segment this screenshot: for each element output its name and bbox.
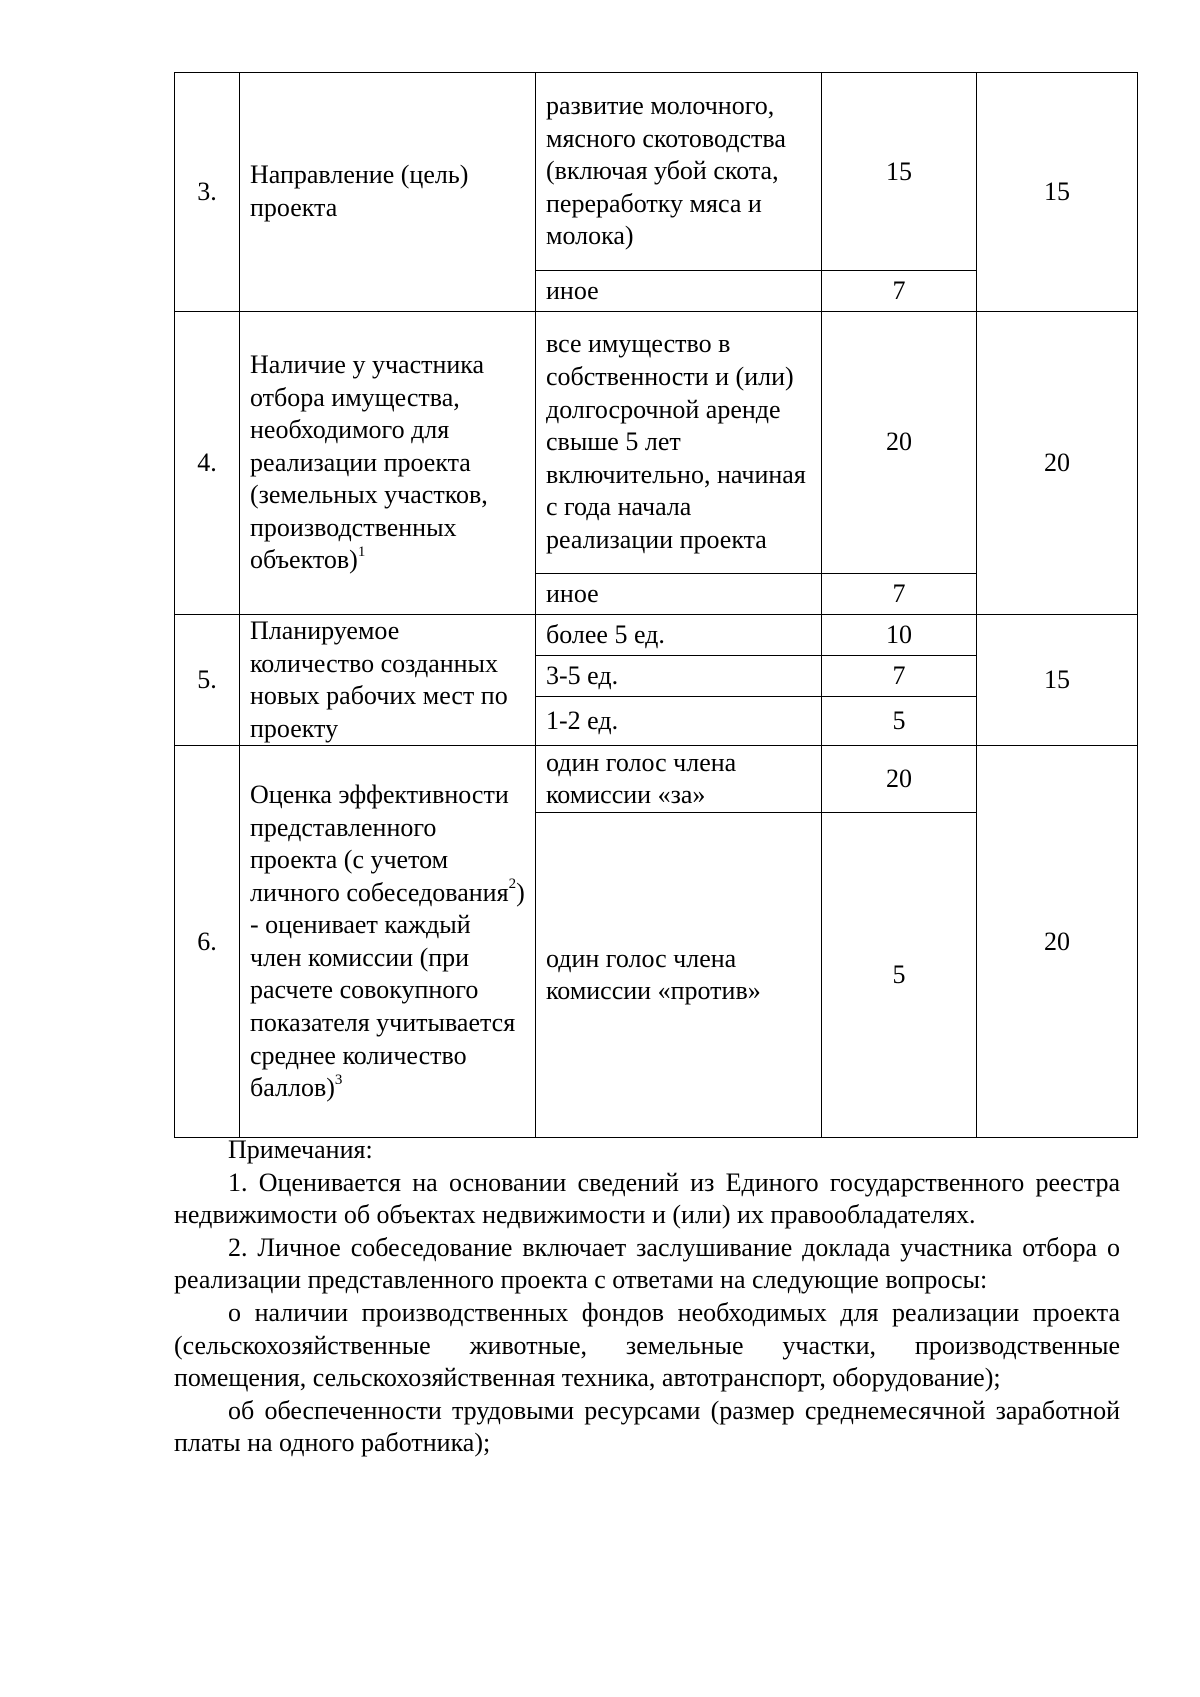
criterion-option: один голос члена комиссии «против» (536, 813, 822, 1138)
criterion-name-text: Наличие у участника отбора имущества, необходимого для реализации проекта (земельных участков, производственных объектов) (250, 349, 488, 575)
option-score: 10 (822, 615, 977, 656)
option-score: 5 (822, 697, 977, 746)
criteria-table (174, 72, 1138, 1138)
footnote-ref: 1 (357, 543, 366, 560)
criterion-option: иное (536, 271, 822, 312)
option-score: 20 (822, 312, 977, 574)
table-row (175, 746, 1138, 813)
notes-section (174, 1134, 1120, 1460)
option-score: 7 (822, 574, 977, 615)
footnote-ref: 3 (334, 1071, 343, 1088)
criterion-name-text: ) - оценивает каждый член комиссии (при расчете совокупного показателя учитывается среднее количество баллов) (250, 877, 525, 1103)
criterion-max-score: 15 (977, 615, 1138, 746)
footnote-ref: 2 (508, 876, 517, 893)
criterion-number: 3. (175, 73, 240, 312)
criterion-name: Планируемое количество созданных новых рабочих мест по проекту (240, 615, 536, 746)
criterion-number: 6. (175, 746, 240, 1138)
note-paragraph: 1. Оценивается на основании сведений из Единого государственного реестра недвижимости об объектах недвижимости и (или) их правообладателях. (174, 1167, 1120, 1230)
criterion-option: иное (536, 574, 822, 615)
criterion-option: развитие молочного, мясного скотоводства (включая убой скота, переработку мяса и молока) (536, 73, 822, 271)
criterion-name (240, 312, 536, 615)
note-paragraph: о наличии производственных фондов необходимых для реализации проекта (сельскохозяйственные животные, земельные участки, производственные помещения, сельскохозяйственная техника, автотранспорт, оборудование); (174, 1297, 1120, 1393)
criterion-number: 5. (175, 615, 240, 746)
table-row (175, 312, 1138, 574)
criterion-name (240, 746, 536, 1138)
option-score: 20 (822, 746, 977, 813)
criterion-number: 4. (175, 312, 240, 615)
option-score: 7 (822, 656, 977, 697)
criterion-max-score: 15 (977, 73, 1138, 312)
criterion-option: 1-2 ед. (536, 697, 822, 746)
table-row (175, 73, 1138, 271)
option-score: 15 (822, 73, 977, 271)
note-paragraph: об обеспеченности трудовыми ресурсами (размер среднемесячной заработной платы на одного работника); (174, 1395, 1120, 1458)
notes-heading: Примечания: (228, 1135, 373, 1164)
criterion-option: все имущество в собственности и (или) долгосрочной аренде свыше 5 лет включительно, начиная с года начала реализации проекта (536, 312, 822, 574)
criterion-option: более 5 ед. (536, 615, 822, 656)
note-paragraph: 2. Личное собеседование включает заслушивание доклада участника отбора о реализации представленного проекта с ответами на следующие вопросы: (174, 1232, 1120, 1295)
criterion-name-text: Оценка эффективности представленного проекта (с учетом личного собеседования (250, 779, 509, 907)
criterion-max-score: 20 (977, 746, 1138, 1138)
criterion-option: 3-5 ед. (536, 656, 822, 697)
table-row (175, 615, 1138, 656)
criterion-max-score: 20 (977, 312, 1138, 615)
criterion-name: Направление (цель) проекта (240, 73, 536, 312)
option-score: 5 (822, 813, 977, 1138)
option-score: 7 (822, 271, 977, 312)
criterion-option: один голос члена комиссии «за» (536, 746, 822, 813)
